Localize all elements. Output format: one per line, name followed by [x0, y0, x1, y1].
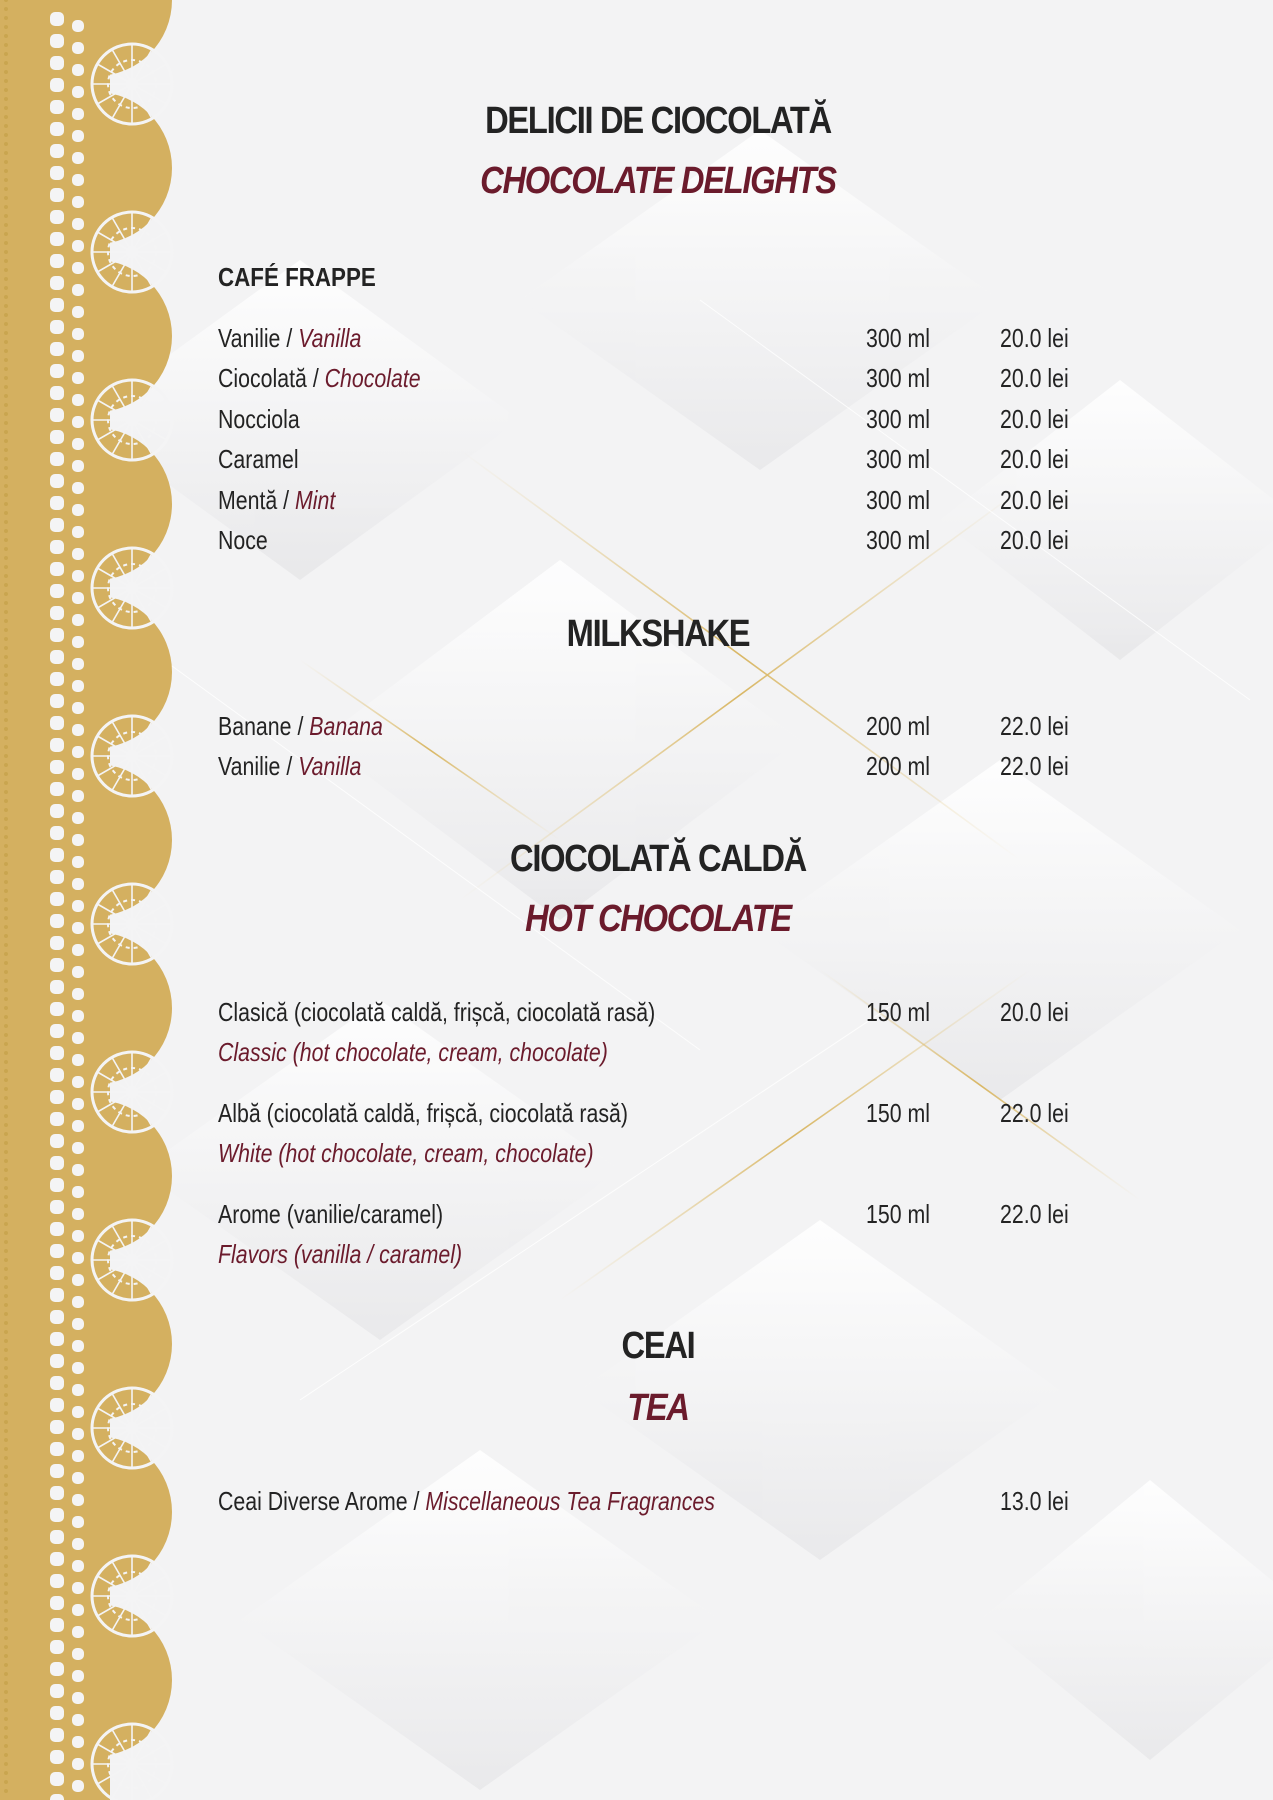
- menu-item: [218, 525, 1098, 563]
- item-price: 22.0 lei: [1000, 1199, 1069, 1229]
- menu-item: [218, 404, 1098, 442]
- item-translation: Classic (hot chocolate, cream, chocolate): [218, 1037, 608, 1067]
- item-volume: 150 ml: [866, 997, 930, 1027]
- item-volume: 300 ml: [866, 485, 930, 515]
- item-price: 20.0 lei: [1000, 525, 1069, 555]
- menu-item: [218, 711, 1098, 749]
- page-title-en: CHOCOLATE DELIGHTS: [480, 160, 836, 202]
- menu-item: [218, 444, 1098, 482]
- section-title-tea: CEAI: [621, 1325, 695, 1367]
- section-title-milkshake: MILKSHAKE: [566, 613, 750, 655]
- item-volume: 150 ml: [866, 1098, 930, 1128]
- item-name: Ceai Diverse Arome / Miscellaneous Tea Fragrances: [218, 1486, 715, 1516]
- item-name: Banane / Banana: [218, 711, 383, 741]
- item-price: 20.0 lei: [1000, 444, 1069, 474]
- menu-item: [218, 1486, 1098, 1524]
- item-volume: 300 ml: [866, 323, 930, 353]
- item-volume: 150 ml: [866, 1199, 930, 1229]
- item-volume: 300 ml: [866, 363, 930, 393]
- item-name: Ciocolată / Chocolate: [218, 363, 421, 393]
- menu-item: [218, 751, 1098, 789]
- item-name: Arome (vanilie/caramel): [218, 1199, 444, 1229]
- item-name: Clasică (ciocolată caldă, frișcă, ciocolată rasă): [218, 997, 656, 1027]
- item-price: 20.0 lei: [1000, 485, 1069, 515]
- section-title-hot-chocolate-en: HOT CHOCOLATE: [525, 898, 791, 940]
- item-volume: 200 ml: [866, 751, 930, 781]
- item-translation: Flavors (vanilla / caramel): [218, 1239, 463, 1269]
- menu-item: [218, 1098, 1098, 1136]
- item-price: 20.0 lei: [1000, 404, 1069, 434]
- menu-page: [218, 0, 1098, 1800]
- item-name: Caramel: [218, 444, 299, 474]
- item-price: 20.0 lei: [1000, 323, 1069, 353]
- item-name: Vanilie / Vanilla: [218, 751, 362, 781]
- item-price: 13.0 lei: [1000, 1486, 1069, 1516]
- item-translation: White (hot chocolate, cream, chocolate): [218, 1138, 594, 1168]
- section-title-hot-chocolate: CIOCOLATĂ CALDĂ: [510, 838, 806, 880]
- item-name: Nocciola: [218, 404, 300, 434]
- item-price: 22.0 lei: [1000, 711, 1069, 741]
- page-title: DELICII DE CIOCOLATĂ: [485, 100, 831, 142]
- lace-border: [0, 0, 190, 1800]
- item-name: Albă (ciocolată caldă, frișcă, ciocolată rasă): [218, 1098, 629, 1128]
- item-price: 20.0 lei: [1000, 997, 1069, 1027]
- item-price: 22.0 lei: [1000, 751, 1069, 781]
- menu-item: [218, 485, 1098, 523]
- item-price: 20.0 lei: [1000, 363, 1069, 393]
- item-name: Mentă / Mint: [218, 485, 336, 515]
- menu-item: [218, 1199, 1098, 1237]
- section-title-tea-en: TEA: [627, 1387, 689, 1429]
- item-name: Vanilie / Vanilla: [218, 323, 362, 353]
- item-volume: 300 ml: [866, 444, 930, 474]
- item-volume: 200 ml: [866, 711, 930, 741]
- item-name: Noce: [218, 525, 268, 555]
- item-price: 22.0 lei: [1000, 1098, 1069, 1128]
- menu-item: [218, 997, 1098, 1035]
- item-volume: 300 ml: [866, 404, 930, 434]
- menu-item: [218, 363, 1098, 401]
- section-title-cafe-frappe: CAFÉ FRAPPE: [218, 262, 376, 292]
- item-volume: 300 ml: [866, 525, 930, 555]
- menu-item: [218, 323, 1098, 361]
